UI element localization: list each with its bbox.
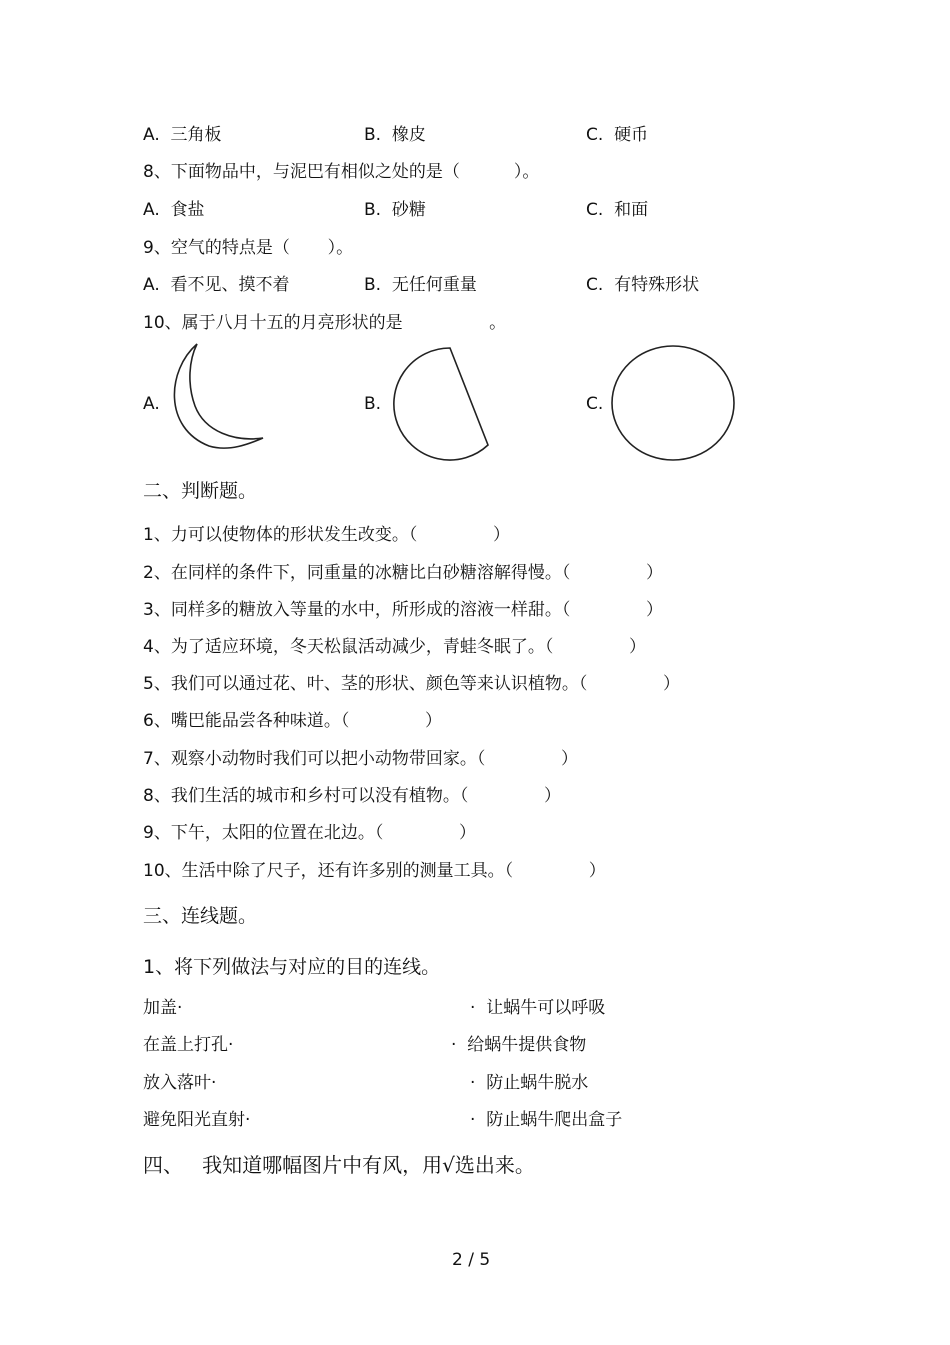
q10-option-c-label: C. <box>586 394 604 414</box>
matching-left-item: 加盖· <box>143 998 183 1018</box>
q7-option-c: C. 硬币 <box>586 125 649 145</box>
q8-option-c: C. 和面 <box>586 200 649 220</box>
section-3-title: 三、连线题。 <box>143 905 258 927</box>
matching-left-item: 放入落叶· <box>143 1073 217 1093</box>
q8-stem: 8、下面物品中，与泥巴有相似之处的是（ ）。 <box>143 162 540 182</box>
q9-option-a: A. 看不见、摸不着 <box>143 275 290 295</box>
section-4-title: 四、 我知道哪幅图片中有风，用√选出来。 <box>143 1153 535 1177</box>
matching-question: 1、将下列做法与对应的目的连线。 <box>143 956 441 978</box>
q9-option-b: B. 无任何重量 <box>364 275 477 295</box>
judgement-item: 4、为了适应环境，冬天松鼠活动减少，青蛙冬眠了。（ ） <box>143 637 646 657</box>
judgement-item: 9、下午，太阳的位置在北边。（ ） <box>143 823 476 843</box>
q7-option-a: A. 三角板 <box>143 125 222 145</box>
q10-stem: 10、属于八月十五的月亮形状的是 。 <box>143 313 507 333</box>
q7-option-b: B. 橡皮 <box>364 125 426 145</box>
judgement-item: 7、观察小动物时我们可以把小动物带回家。（ ） <box>143 749 578 769</box>
judgement-item: 3、同样多的糖放入等量的水中，所形成的溶液一样甜。（ ） <box>143 600 663 620</box>
q10-option-b-label: B. <box>364 394 382 414</box>
matching-right-item: · 防止蜗牛爬出盒子 <box>470 1110 623 1130</box>
matching-left-item: 在盖上打孔· <box>143 1035 234 1055</box>
q9-stem: 9、空气的特点是（ ）。 <box>143 238 354 258</box>
page-number: 2 / 5 <box>452 1250 491 1270</box>
judgement-item: 8、我们生活的城市和乡村可以没有植物。（ ） <box>143 786 561 806</box>
crescent-moon-icon <box>165 340 270 452</box>
q8-option-a: A. 食盐 <box>143 200 205 220</box>
full-moon-icon <box>609 344 737 462</box>
judgement-item: 2、在同样的条件下，同重量的冰糖比白砂糖溶解得慢。（ ） <box>143 563 663 583</box>
q9-option-c: C. 有特殊形状 <box>586 275 700 295</box>
matching-left-item: 避免阳光直射· <box>143 1110 251 1130</box>
section-2-title: 二、判断题。 <box>143 480 258 502</box>
matching-right-item: · 让蜗牛可以呼吸 <box>470 998 606 1018</box>
gibbous-moon-icon <box>388 345 494 461</box>
q10-option-a-label: A. <box>143 394 160 414</box>
judgement-item: 6、嘴巴能品尝各种味道。（ ） <box>143 711 442 731</box>
matching-right-item: · 防止蜗牛脱水 <box>470 1073 589 1093</box>
matching-right-item: · 给蜗牛提供食物 <box>451 1035 587 1055</box>
judgement-item: 10、生活中除了尺子，还有许多别的测量工具。（ ） <box>143 861 606 881</box>
judgement-item: 5、我们可以通过花、叶、茎的形状、颜色等来认识植物。（ ） <box>143 674 680 694</box>
judgement-item: 1、力可以使物体的形状发生改变。（ ） <box>143 525 510 545</box>
q8-option-b: B. 砂糖 <box>364 200 426 220</box>
